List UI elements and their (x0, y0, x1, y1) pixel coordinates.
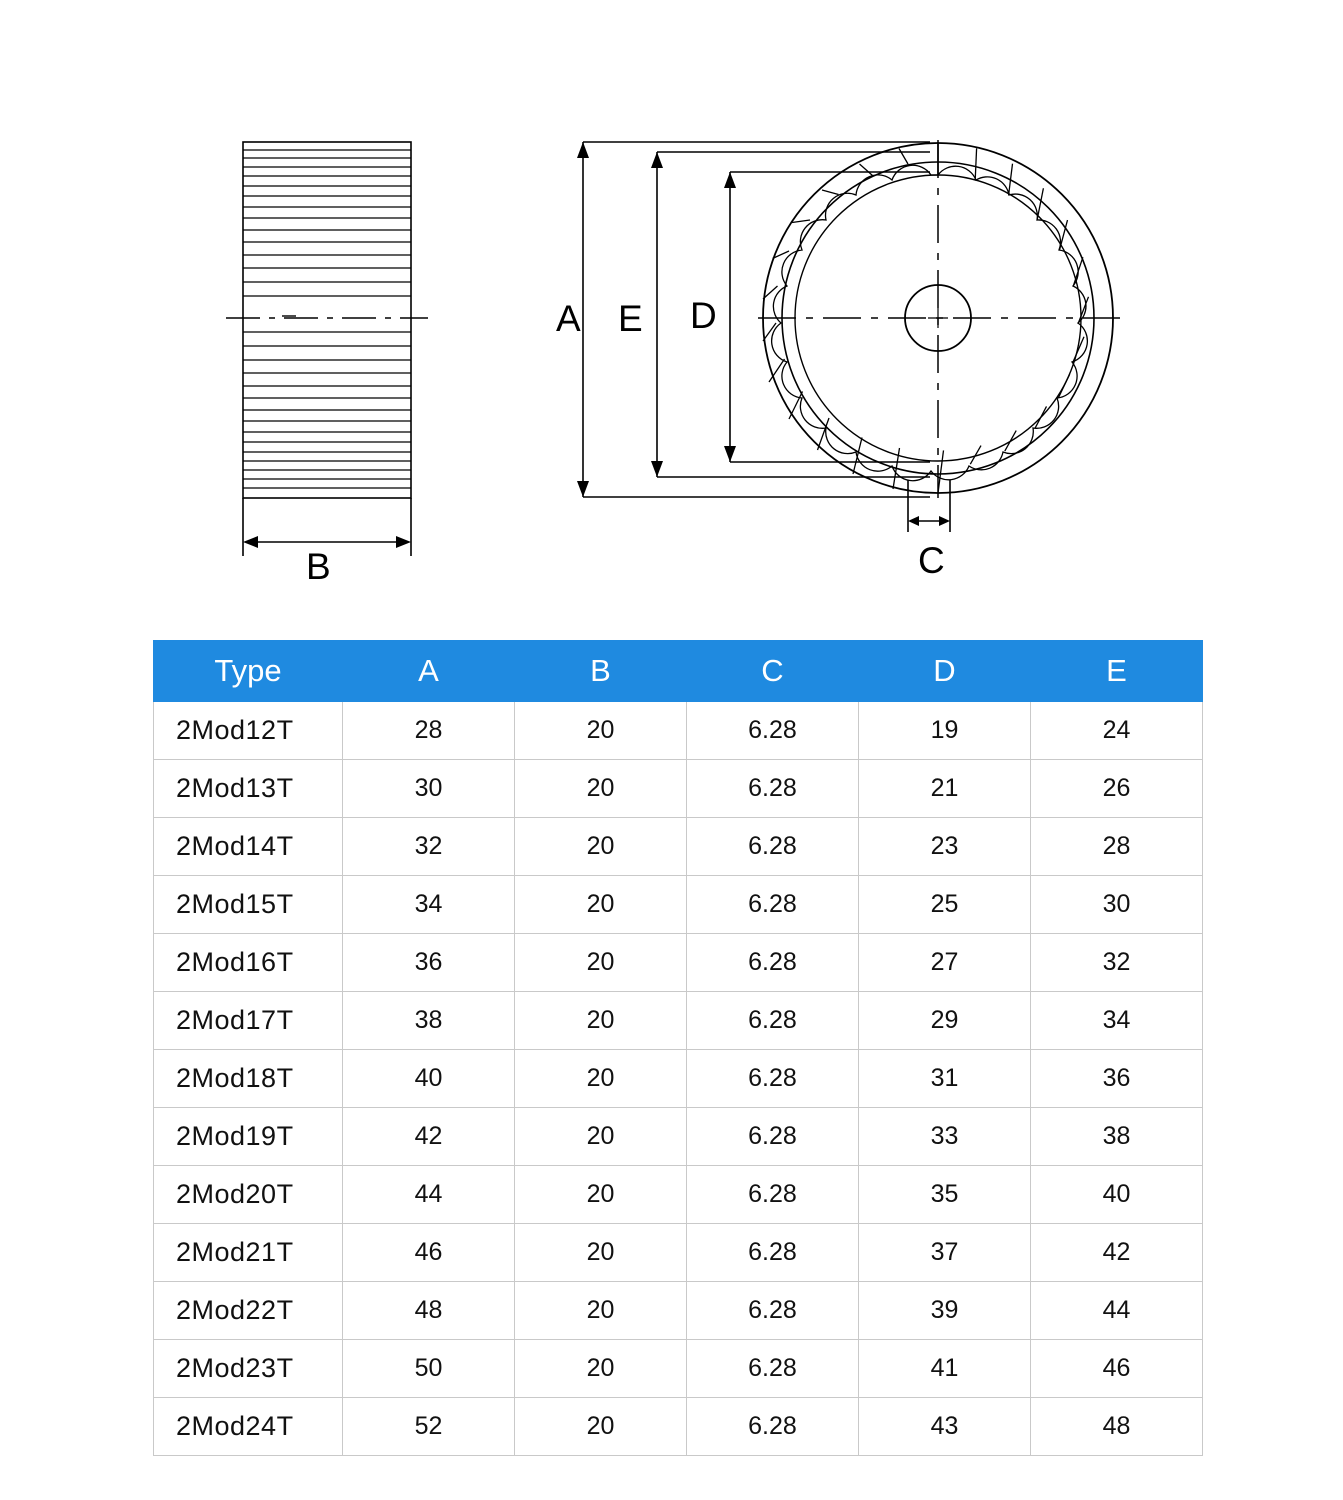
cell-b: 20 (515, 1050, 687, 1108)
cell-type: 2Mod21T (154, 1224, 343, 1282)
table-row (154, 702, 1203, 760)
specification-table (153, 640, 1203, 1456)
cell-e: 38 (1031, 1108, 1203, 1166)
cell-b: 20 (515, 992, 687, 1050)
gear-front-view (758, 140, 1120, 498)
cell-b: 20 (515, 818, 687, 876)
table-row (154, 1224, 1203, 1282)
cell-c: 6.28 (687, 992, 859, 1050)
cell-a: 48 (343, 1282, 515, 1340)
cell-b: 20 (515, 934, 687, 992)
cell-d: 19 (859, 702, 1031, 760)
cell-b: 20 (515, 1398, 687, 1456)
cell-e: 48 (1031, 1398, 1203, 1456)
cell-c: 6.28 (687, 1398, 859, 1456)
cell-type: 2Mod24T (154, 1398, 343, 1456)
cell-d: 39 (859, 1282, 1031, 1340)
cell-d: 25 (859, 876, 1031, 934)
cell-d: 23 (859, 818, 1031, 876)
cell-b: 20 (515, 1282, 687, 1340)
cell-a: 46 (343, 1224, 515, 1282)
cell-c: 6.28 (687, 760, 859, 818)
cell-e: 26 (1031, 760, 1203, 818)
cell-a: 50 (343, 1340, 515, 1398)
cell-c: 6.28 (687, 818, 859, 876)
column-header-c: C (687, 641, 859, 702)
cell-e: 42 (1031, 1224, 1203, 1282)
cell-d: 27 (859, 934, 1031, 992)
cell-d: 21 (859, 760, 1031, 818)
table-row (154, 1050, 1203, 1108)
table-row (154, 1108, 1203, 1166)
table-row (154, 1340, 1203, 1398)
cell-e: 46 (1031, 1340, 1203, 1398)
cell-c: 6.28 (687, 1166, 859, 1224)
cell-b: 20 (515, 1340, 687, 1398)
column-header-a: A (343, 641, 515, 702)
cell-b: 20 (515, 1224, 687, 1282)
cell-type: 2Mod12T (154, 702, 343, 760)
column-header-type: Type (154, 641, 343, 702)
cell-a: 40 (343, 1050, 515, 1108)
cell-a: 30 (343, 760, 515, 818)
cell-a: 34 (343, 876, 515, 934)
technical-drawing (0, 0, 1343, 610)
cell-c: 6.28 (687, 1282, 859, 1340)
cell-d: 37 (859, 1224, 1031, 1282)
cell-b: 20 (515, 702, 687, 760)
cell-a: 52 (343, 1398, 515, 1456)
cell-a: 32 (343, 818, 515, 876)
cell-a: 38 (343, 992, 515, 1050)
cell-type: 2Mod14T (154, 818, 343, 876)
cell-e: 44 (1031, 1282, 1203, 1340)
cell-type: 2Mod20T (154, 1166, 343, 1224)
cell-d: 35 (859, 1166, 1031, 1224)
dimension-label-a: A (556, 298, 581, 339)
cell-d: 33 (859, 1108, 1031, 1166)
cell-d: 43 (859, 1398, 1031, 1456)
cell-e: 24 (1031, 702, 1203, 760)
cell-c: 6.28 (687, 1108, 859, 1166)
cell-type: 2Mod18T (154, 1050, 343, 1108)
dimension-label-b: B (306, 546, 331, 587)
cell-a: 44 (343, 1166, 515, 1224)
cell-e: 32 (1031, 934, 1203, 992)
table-row (154, 992, 1203, 1050)
table-row (154, 760, 1203, 818)
cell-type: 2Mod15T (154, 876, 343, 934)
dimension-label-e: E (618, 298, 643, 339)
cell-c: 6.28 (687, 702, 859, 760)
cell-e: 36 (1031, 1050, 1203, 1108)
cell-a: 28 (343, 702, 515, 760)
cell-b: 20 (515, 876, 687, 934)
cell-c: 6.28 (687, 934, 859, 992)
cell-c: 6.28 (687, 1340, 859, 1398)
table-body (154, 702, 1203, 1456)
cell-a: 42 (343, 1108, 515, 1166)
cell-b: 20 (515, 1108, 687, 1166)
cell-e: 30 (1031, 876, 1203, 934)
cell-c: 6.28 (687, 1224, 859, 1282)
table-row (154, 1282, 1203, 1340)
drawing-svg (0, 0, 1343, 610)
cell-b: 20 (515, 1166, 687, 1224)
table-row (154, 1398, 1203, 1456)
gear-side-view (226, 142, 428, 498)
cell-type: 2Mod22T (154, 1282, 343, 1340)
table-row (154, 818, 1203, 876)
cell-type: 2Mod17T (154, 992, 343, 1050)
column-header-d: D (859, 641, 1031, 702)
table-row (154, 1166, 1203, 1224)
cell-d: 29 (859, 992, 1031, 1050)
cell-e: 40 (1031, 1166, 1203, 1224)
cell-e: 28 (1031, 818, 1203, 876)
cell-type: 2Mod19T (154, 1108, 343, 1166)
column-header-b: B (515, 641, 687, 702)
table-header (154, 641, 1203, 702)
table-header-row (154, 641, 1203, 702)
cell-type: 2Mod13T (154, 760, 343, 818)
table-row (154, 934, 1203, 992)
cell-type: 2Mod16T (154, 934, 343, 992)
cell-d: 31 (859, 1050, 1031, 1108)
table-row (154, 876, 1203, 934)
dimension-label-c: C (918, 540, 945, 581)
cell-b: 20 (515, 760, 687, 818)
column-header-e: E (1031, 641, 1203, 702)
cell-e: 34 (1031, 992, 1203, 1050)
cell-a: 36 (343, 934, 515, 992)
cell-d: 41 (859, 1340, 1031, 1398)
cell-c: 6.28 (687, 1050, 859, 1108)
spec-table (153, 640, 1203, 1456)
dimension-label-d: D (690, 295, 717, 336)
cell-type: 2Mod23T (154, 1340, 343, 1398)
cell-c: 6.28 (687, 876, 859, 934)
